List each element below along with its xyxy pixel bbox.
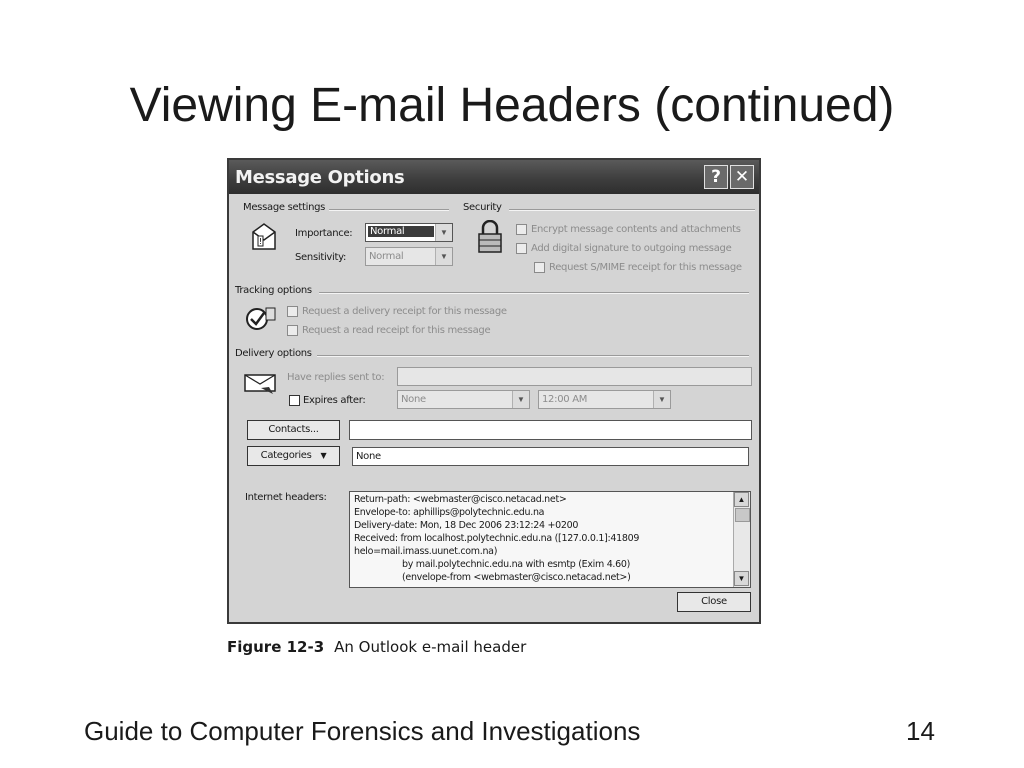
categories-input[interactable] <box>352 447 749 466</box>
message-importance-icon <box>251 222 277 252</box>
delivery-receipt-checkbox[interactable] <box>287 306 298 317</box>
sensitivity-label: Sensitivity: <box>295 252 347 263</box>
expires-time-value: 12:00 AM <box>542 394 588 405</box>
signature-label: Add digital signature to outgoing message <box>531 243 732 254</box>
dialog-title: Message Options <box>235 167 405 188</box>
smime-checkbox[interactable] <box>534 262 545 273</box>
scroll-thumb[interactable] <box>735 508 750 522</box>
contacts-input[interactable] <box>349 420 752 440</box>
header-line: Envelope-to: aphillips@polytechnic.edu.na <box>354 507 545 518</box>
message-options-dialog <box>227 158 761 624</box>
header-line: helo=mail.imass.uunet.com.na) <box>354 546 498 557</box>
figure-caption <box>227 638 526 656</box>
security-label: Security <box>463 202 502 213</box>
smime-label: Request S/MIME receipt for this message <box>549 262 742 273</box>
expires-time-select[interactable] <box>538 390 671 409</box>
message-settings-label: Message settings <box>243 202 326 213</box>
svg-text:!: ! <box>258 237 263 246</box>
internet-headers-text[interactable] <box>349 491 751 588</box>
importance-value: Normal <box>368 226 434 237</box>
delivery-envelope-icon <box>243 370 279 396</box>
contacts-button[interactable]: Contacts... <box>247 420 340 440</box>
importance-select[interactable] <box>365 223 453 242</box>
read-receipt-checkbox[interactable] <box>287 325 298 336</box>
replies-label: Have replies sent to: <box>287 372 385 383</box>
divider <box>317 355 749 357</box>
encrypt-checkbox[interactable] <box>516 224 527 235</box>
expires-label: Expires after: <box>303 395 366 406</box>
header-line: (envelope-from <webmaster@cisco.netacad.net>) <box>402 572 631 583</box>
internet-headers-label: Internet headers: <box>245 492 327 503</box>
scroll-down-icon[interactable]: ▼ <box>734 571 749 586</box>
importance-label: Importance: <box>295 228 353 239</box>
chevron-down-icon[interactable]: ▼ <box>435 224 452 241</box>
scroll-up-icon[interactable]: ▲ <box>734 492 749 507</box>
expires-date-select[interactable] <box>397 390 530 409</box>
footer-title: Guide to Computer Forensics and Investigations <box>84 716 641 746</box>
headers-scrollbar[interactable] <box>733 492 750 587</box>
divider <box>319 292 749 294</box>
slide-title: Viewing E-mail Headers (continued) <box>129 79 895 132</box>
categories-label: Categories <box>260 450 312 461</box>
chevron-down-icon[interactable]: ▼ <box>653 391 670 408</box>
close-icon[interactable]: ✕ <box>730 165 754 189</box>
close-button[interactable]: Close <box>677 592 751 612</box>
tracking-check-icon <box>245 304 277 332</box>
header-line: Delivery-date: Mon, 18 Dec 2006 23:12:24 +0200 <box>354 520 579 531</box>
header-line: Received: from localhost.polytechnic.edu.na ([127.0.0.1]:41809 <box>354 533 640 544</box>
divider <box>329 209 449 211</box>
header-line: Return-path: <webmaster@cisco.netacad.net> <box>354 494 567 505</box>
padlock-icon <box>475 220 505 254</box>
replies-input[interactable] <box>397 367 752 386</box>
delivery-receipt-label: Request a delivery receipt for this message <box>302 306 507 317</box>
dialog-titlebar[interactable] <box>229 160 759 194</box>
expires-date-value: None <box>401 394 426 405</box>
header-line: by mail.polytechnic.edu.na with esmtp (Exim 4.60) <box>402 559 631 570</box>
signature-checkbox[interactable] <box>516 243 527 254</box>
help-button[interactable]: ? <box>704 165 728 189</box>
categories-button[interactable] <box>247 446 340 466</box>
dropdown-arrow-icon: ▼ <box>320 451 327 460</box>
delivery-options-label: Delivery options <box>235 348 312 359</box>
sensitivity-select[interactable] <box>365 247 453 266</box>
chevron-down-icon[interactable]: ▼ <box>512 391 529 408</box>
tracking-options-label: Tracking options <box>235 285 312 296</box>
divider <box>509 209 755 211</box>
categories-value: None <box>356 451 381 462</box>
figure-number: Figure 12-3 <box>227 638 325 656</box>
expires-checkbox[interactable] <box>289 395 300 406</box>
sensitivity-value: Normal <box>369 251 404 262</box>
chevron-down-icon[interactable]: ▼ <box>435 248 452 265</box>
read-receipt-label: Request a read receipt for this message <box>302 325 491 336</box>
encrypt-label: Encrypt message contents and attachments <box>531 224 741 235</box>
page-number: 14 <box>906 716 935 746</box>
figure-text: An Outlook e-mail header <box>334 638 527 656</box>
